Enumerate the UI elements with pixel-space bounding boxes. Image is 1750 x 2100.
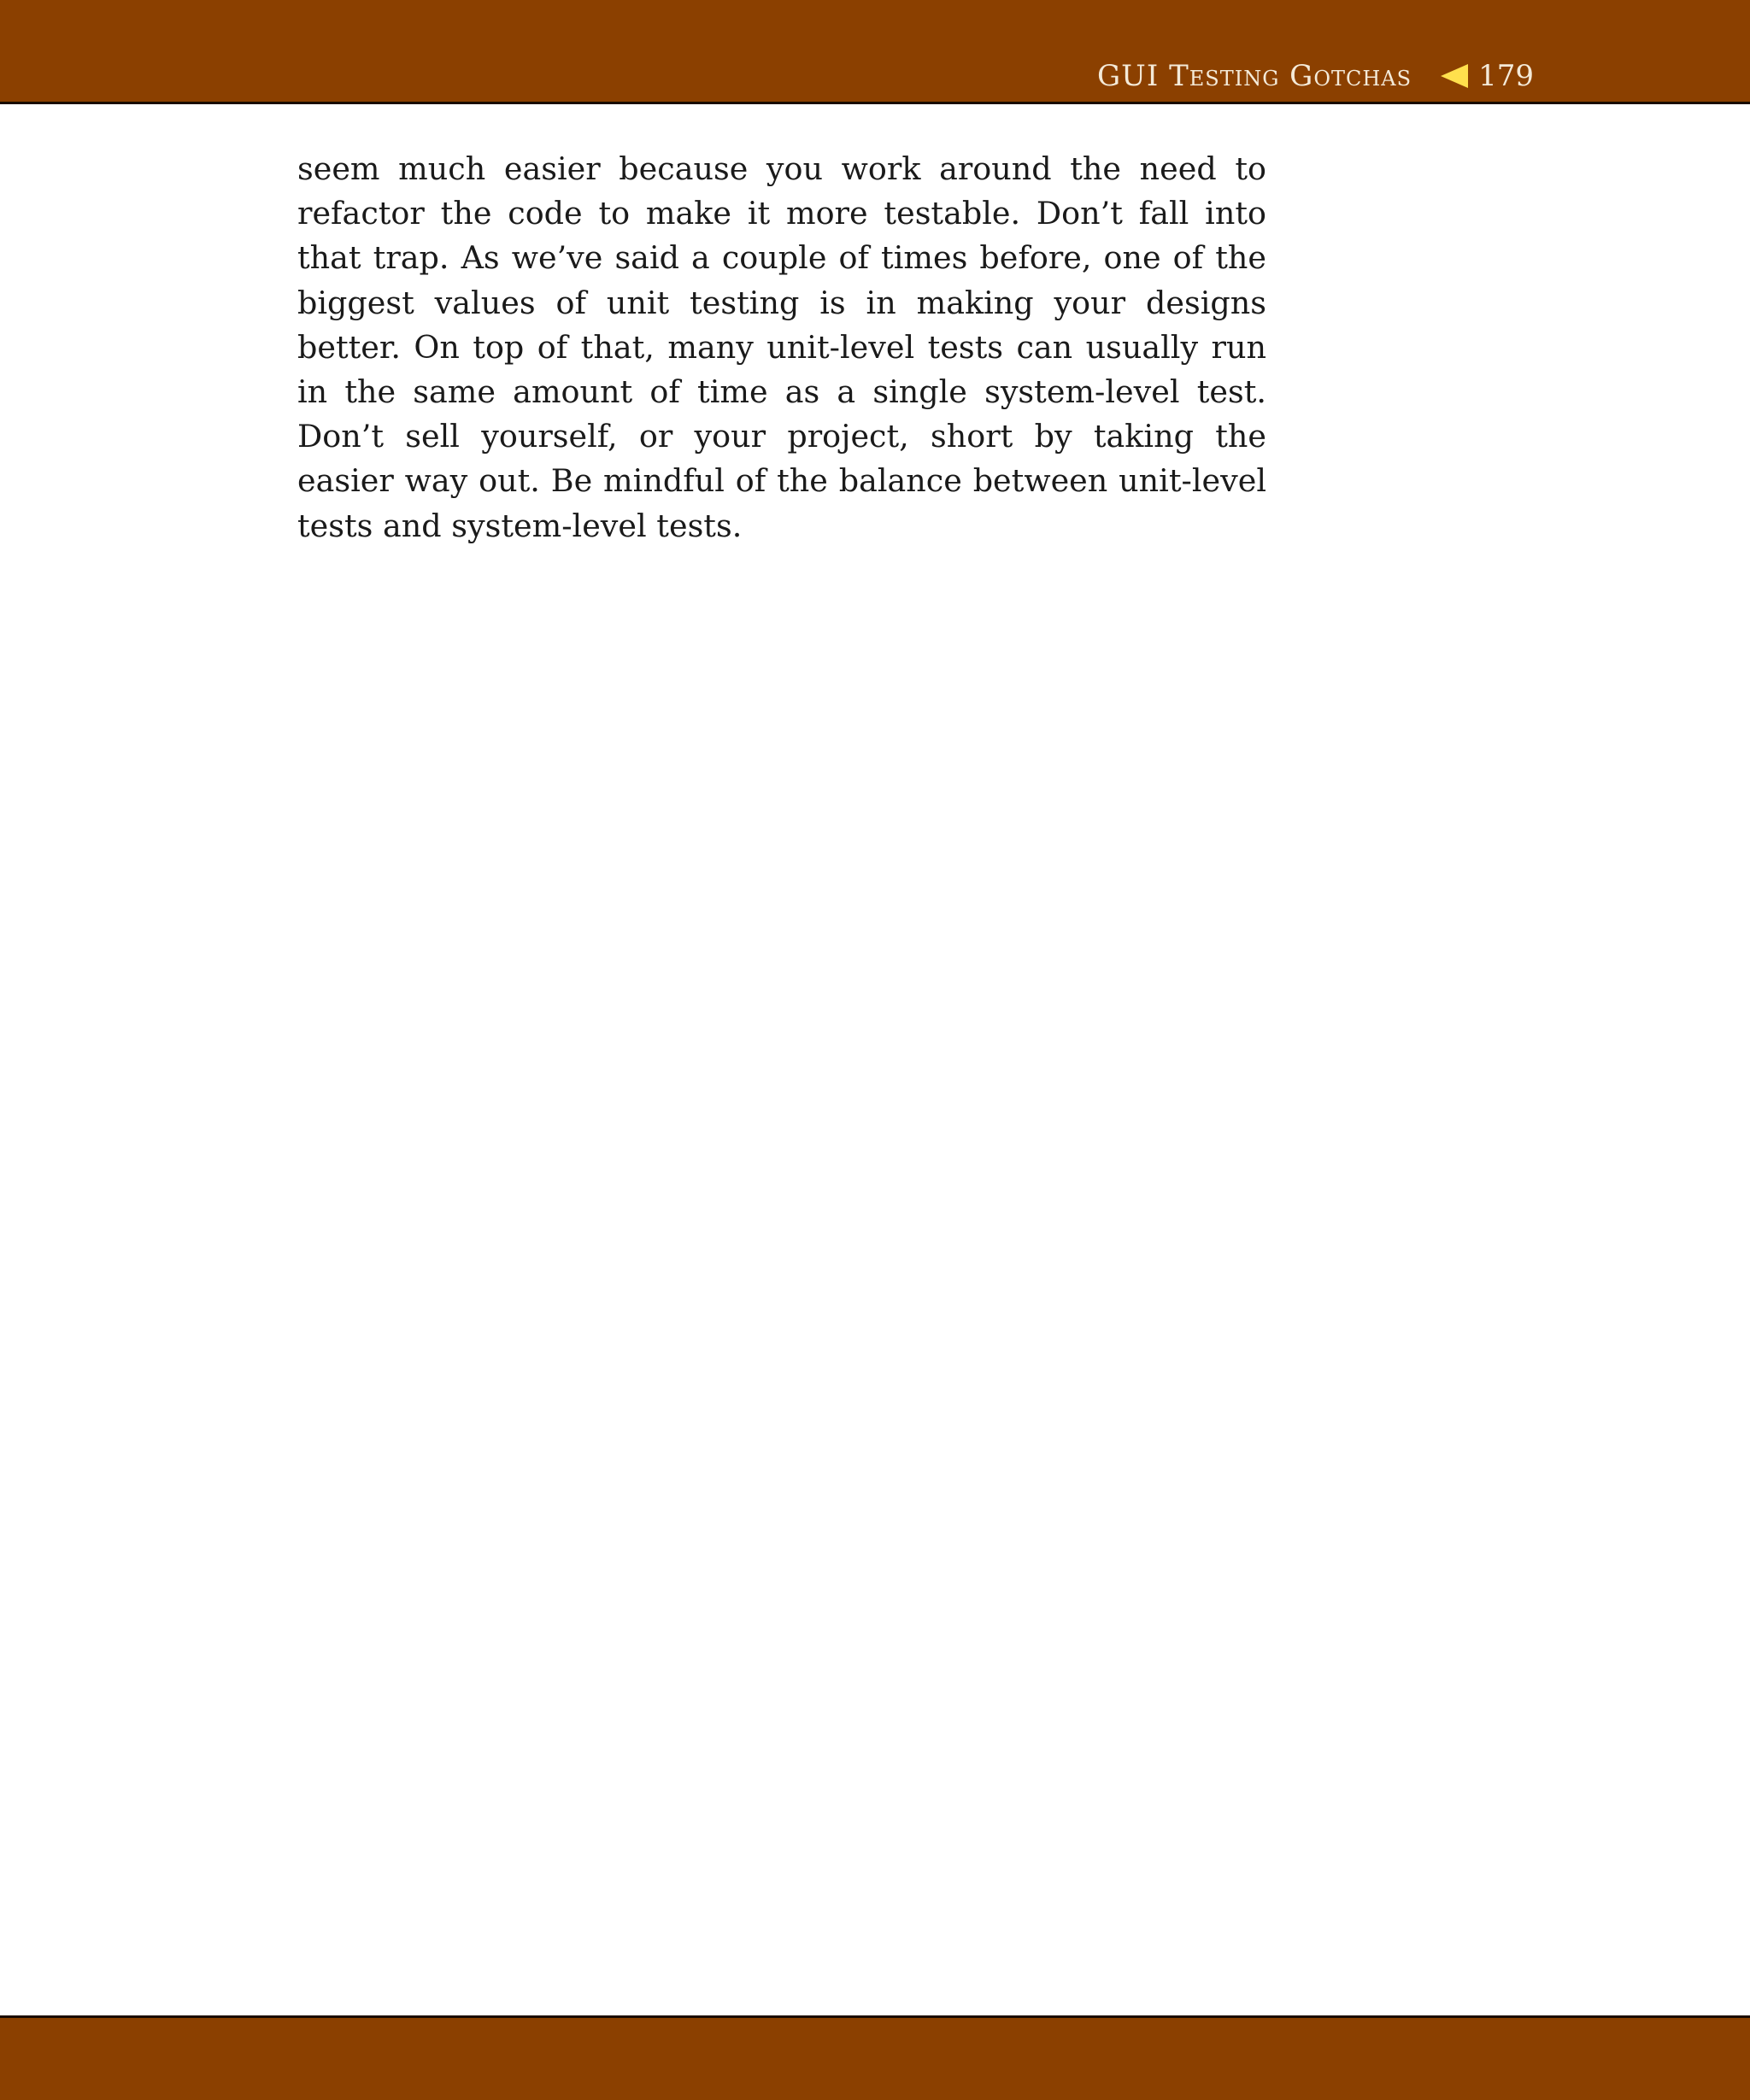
- pointer-icon: [1441, 64, 1468, 88]
- page-number: 179: [1478, 59, 1534, 93]
- body-paragraph: seem much easier because you work around the need to refactor the code to make it more testable. Don’t fall into that trap. As we’ve said a couple of times before, one of the biggest values of unit testing is in making your designs better. On top of that, many unit-level tests can usually run in the same amount of time as a single system-level test. Don’t sell yourself, or your project, short by taking the easier way out. Be mindful of the balance between unit-level tests and system-level tests.: [297, 150, 1266, 544]
- footer-band: [0, 2015, 1750, 2100]
- running-title: GUI Testing Gotchas: [1097, 59, 1412, 93]
- running-head: [1097, 55, 1534, 97]
- header-band: [0, 0, 1750, 104]
